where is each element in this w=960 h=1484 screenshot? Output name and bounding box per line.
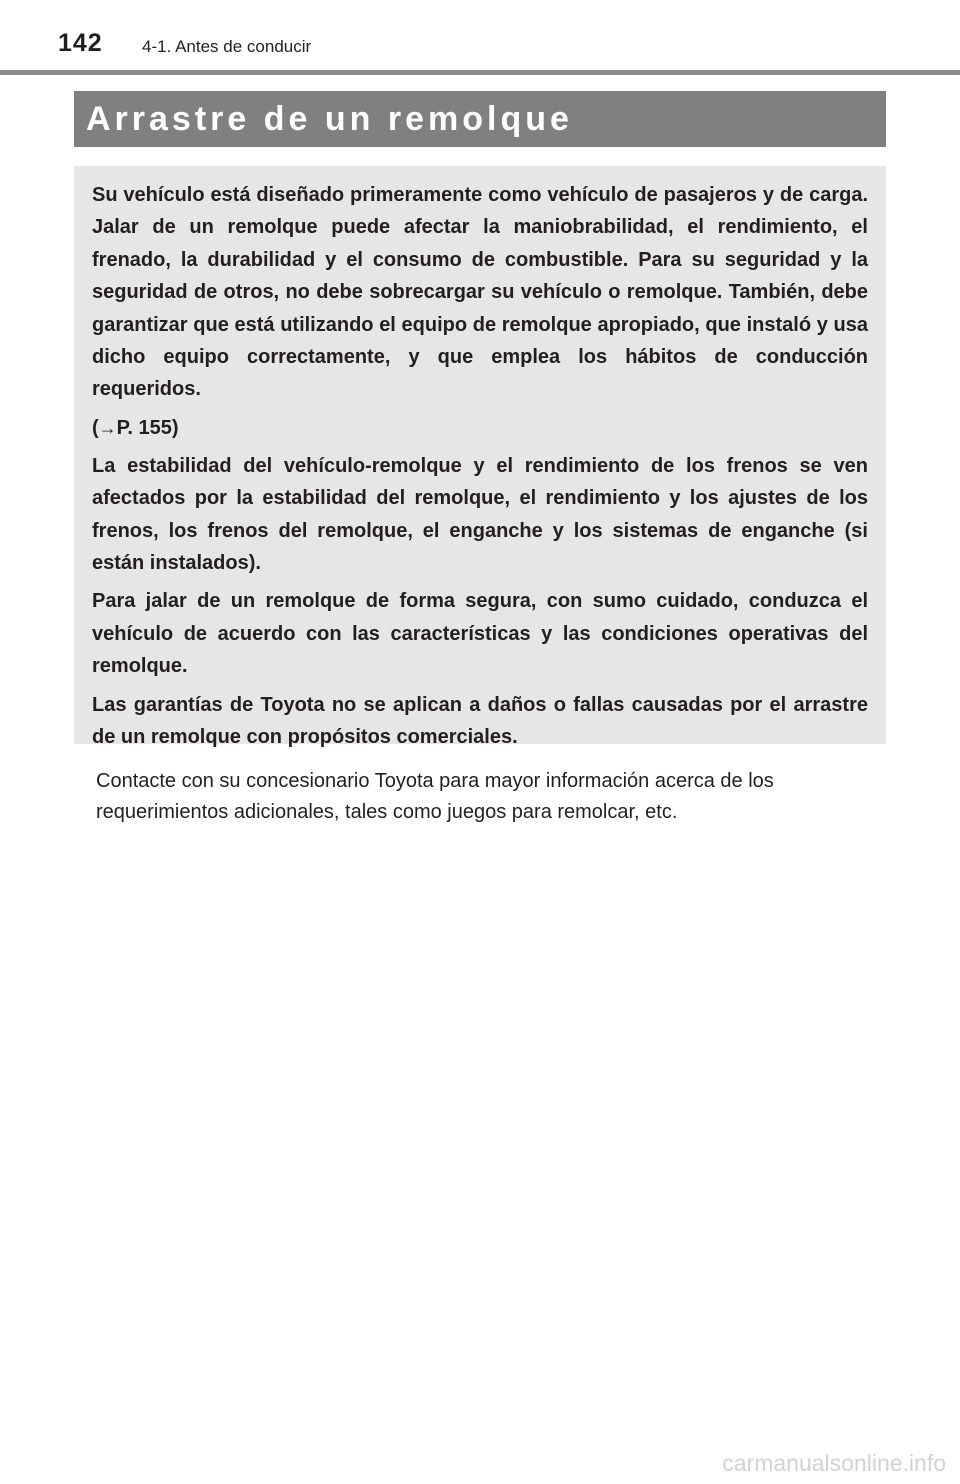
header-divider <box>0 70 960 75</box>
reference-page-link[interactable]: P. 155) <box>116 416 179 439</box>
page-header <box>0 0 960 76</box>
reference-open-paren: ( <box>92 416 99 439</box>
notice-paragraph-4: Las garantías de Toyota no se aplican a daños o fallas causadas por el arrastre de un remolque con propósitos comerciales. <box>92 693 868 749</box>
arrow-right-icon: → <box>98 417 117 438</box>
page-number: 142 <box>58 29 103 57</box>
watermark: carmanualsonline.info <box>722 1450 946 1476</box>
notice-paragraph-1: Su vehículo está diseñado primeramente como vehículo de pasajeros y de carga. Jalar de un remolque puede afectar la maniobrabilidad, el rendimiento, el frenado, la durabilidad y el consumo de combustible. Para su seguridad y la seguridad de otros, no debe sobrecargar su vehículo o remolque. También, debe garantizar que está utilizando el equipo de remolque apropiado, que instaló y usa dicho equipo correctamente, y que emplea los hábitos de conducción requeridos. <box>92 184 868 401</box>
section-title-bar <box>74 91 886 147</box>
body-paragraph: Contacte con su concesionario Toyota para mayor información acerca de los requerimientos adicionales, tales como juegos para remolcar, etc. <box>96 770 774 823</box>
notice-paragraph-3: Para jalar de un remolque de forma segura, con sumo cuidado, conduzca el vehículo de acuerdo con las características y las condiciones operativas del remolque. <box>92 590 868 678</box>
page-reference <box>92 412 868 444</box>
section-label: 4-1. Antes de conducir <box>142 37 312 56</box>
notice-box <box>74 166 886 749</box>
section-title: Arrastre de un remolque <box>86 100 573 138</box>
notice-paragraph-2: La estabilidad del vehículo-remolque y el rendimiento de los frenos se ven afectados por la estabilidad del remolque, el rendimiento y los ajustes de los frenos, los frenos del remolque, el enganche y los sistemas de enganche (si están instalados). <box>92 454 868 575</box>
